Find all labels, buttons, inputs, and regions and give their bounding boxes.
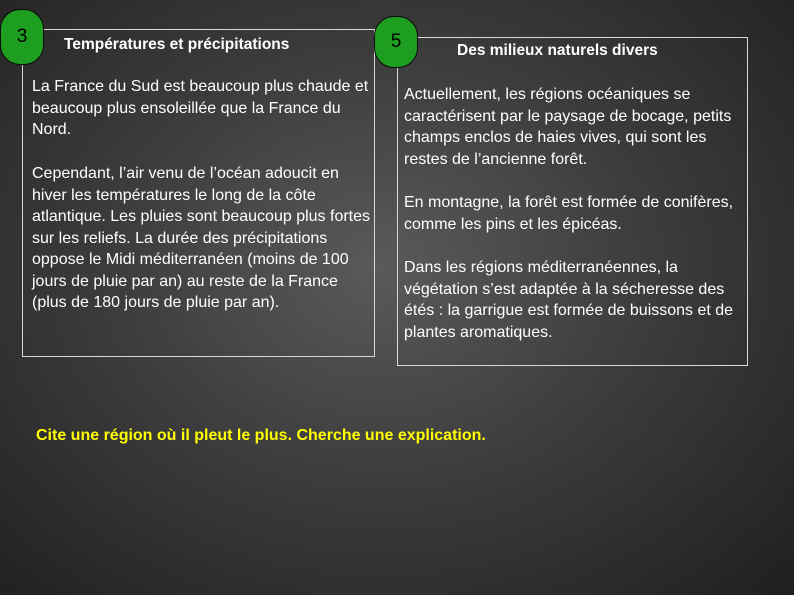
left-section-title: Températures et précipitations: [64, 36, 290, 53]
section-number-badge-right: 5: [374, 16, 418, 68]
right-paragraph-2: En montagne, la forêt est formée de conifères, comme les pins et les épicéas.: [404, 194, 734, 233]
right-paragraph-3: Dans les régions méditerranéennes, la végétation s’est adaptée à la sécheresse des étés : la garrigue est formée de buissons et de plantes aromatiques.: [404, 259, 734, 341]
right-section-title: Des milieux naturels divers: [457, 42, 658, 59]
right-paragraph-1: Actuellement, les régions océaniques se caractérisent par le paysage de bocage, petits champs enclos de haies vives, qui sont les restes de l’ancienne forêt.: [404, 86, 732, 168]
section-number-badge-left: 3: [0, 9, 44, 65]
left-paragraph-2: Cependant, l’air venu de l’océan adoucit en hiver les températures le long de la côte atlantique. Les pluies sont beaucoup plus fortes sur les reliefs. La durée des précipitations oppose le Midi méditerranéen (moins de 100 jours de pluie par an) au reste de la France (plus de 180 jours de pluie par an).: [32, 165, 371, 311]
left-paragraph-1: La France du Sud est beaucoup plus chaude et beaucoup plus ensoleillée que la France du Nord.: [32, 78, 369, 138]
question-prompt: Cite une région où il pleut le plus. Cherche une explication.: [36, 427, 486, 444]
